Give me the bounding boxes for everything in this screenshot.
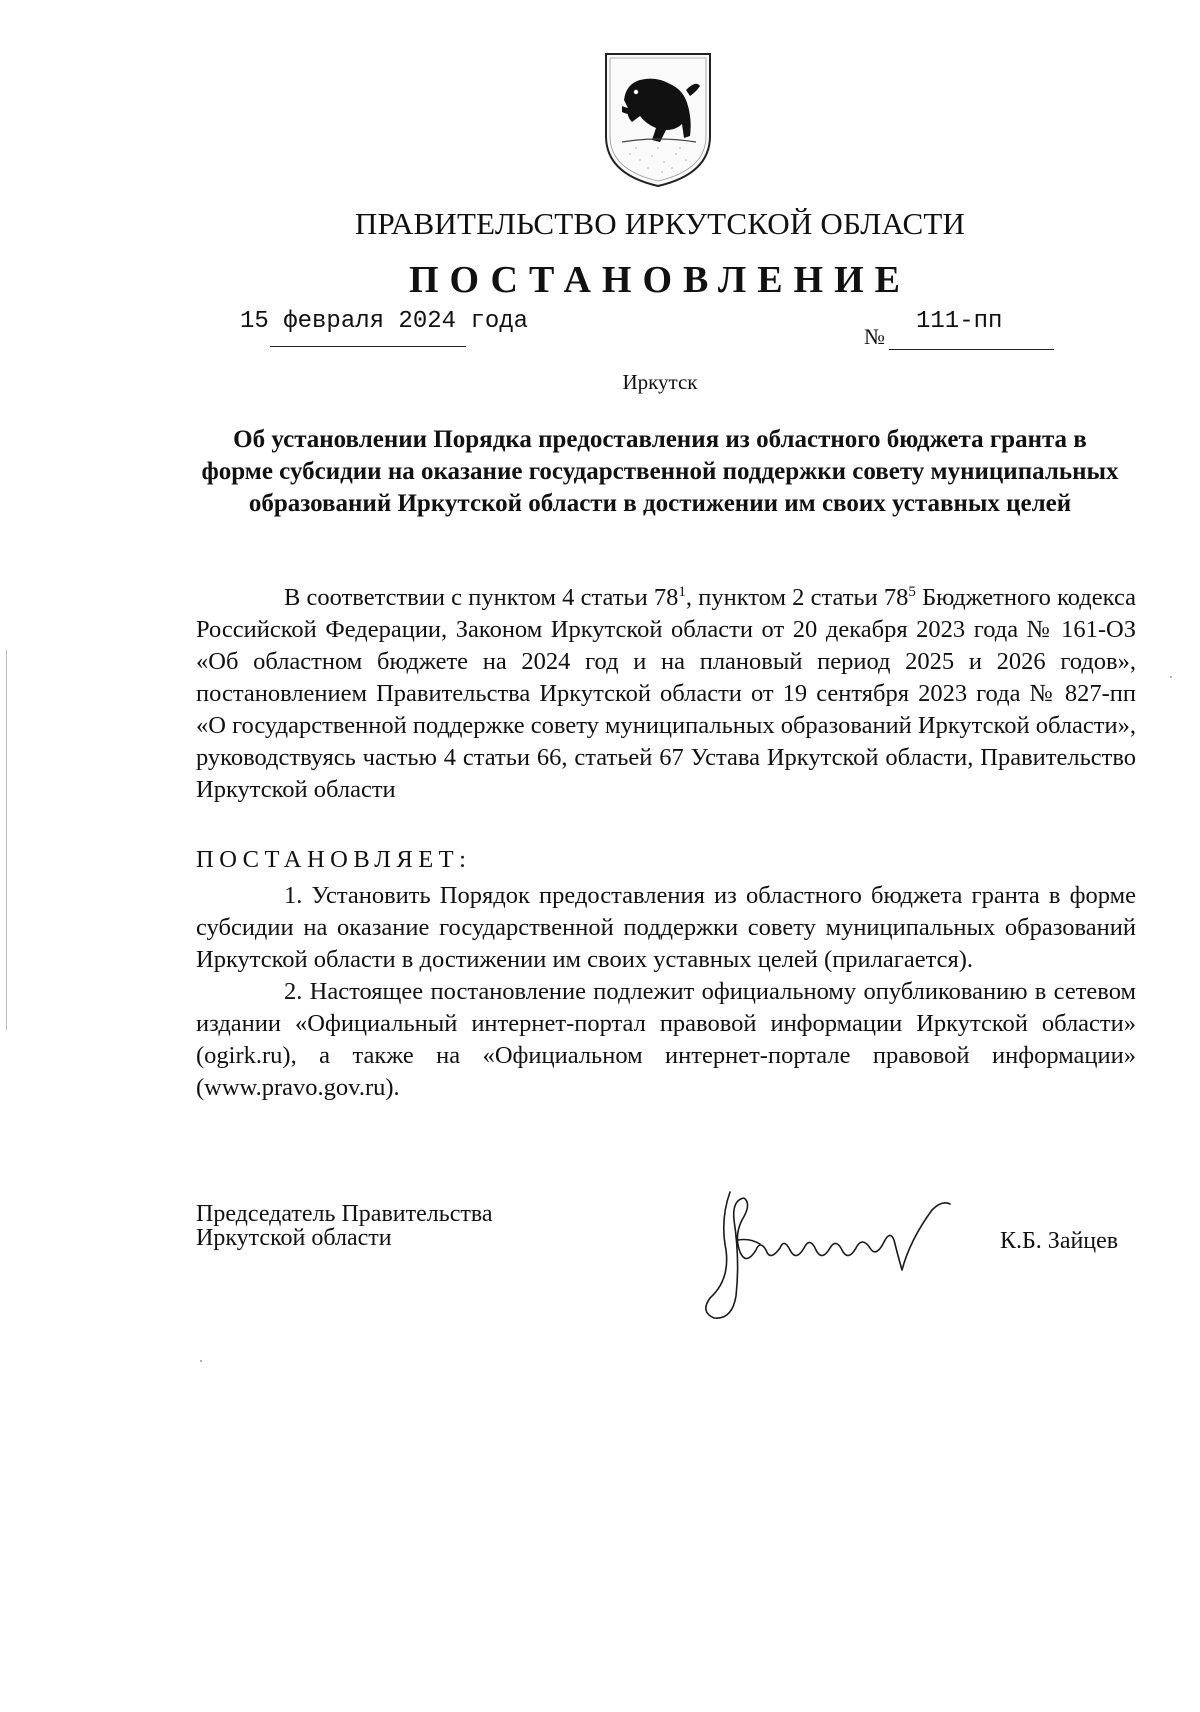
handwritten-signature: [680, 1180, 960, 1330]
scan-edge-line: [6, 650, 7, 1030]
document-date: 15 февраля 2024 года: [240, 308, 529, 335]
decree-item-2: 2. Настоящее постановление подлежит официальному опубликованию в сетевом издании «Официальный интернет-портал правовой информации Иркутской области» (ogirk.ru), а также на «Официальном интернет-портале правовой информации» (www.pravo.gov.ru).: [196, 978, 1136, 1101]
preamble-text-2: , пунктом 2 статьи 78: [685, 584, 909, 611]
preamble-text-1: В соответствии с пунктом 4 статьи 78: [284, 584, 679, 611]
document-number: 111-пп: [916, 308, 1003, 335]
signer-name: К.Б. Зайцев: [1000, 1228, 1119, 1254]
decree-items: [196, 880, 1136, 1104]
signer-position: [196, 1202, 493, 1250]
preamble-text-3: Бюджетного кодекса Российской Федерации, Законом Иркутской области от 20 декабря 2023 года № 161-ОЗ «Об областном бюджете на 2024 год и на плановый период 2025 и 2026 годов», постановлением Правительства Иркутской области от 19 сентября 2023 года № 827-пп «О государственной поддержке совету муниципальных образований Иркутской области», руководствуясь частью 4 статьи 66, статьей 67 Устава Иркутской области, Правительство Иркутской области: [196, 584, 1136, 803]
scan-speck: [200, 1360, 202, 1362]
document-type-heading: ПОСТАНОВЛЕНИЕ: [408, 259, 912, 301]
decree-word: ПОСТАНОВЛЯЕТ:: [196, 846, 472, 873]
scan-speck: [1170, 676, 1172, 678]
superscript-5: 5: [908, 584, 916, 600]
signer-position-line-2: Иркутской области: [196, 1225, 392, 1251]
number-underline: [889, 349, 1054, 350]
document-title: Об установлении Порядка предоставления из областного бюджета гранта в форме субсидии на оказание государственной поддержки совету муниципальных образований Иркутской области в достижении им своих уставных целей: [201, 426, 1119, 517]
date-underline: [270, 346, 466, 347]
signer-position-line-1: Председатель Правительства: [196, 1201, 493, 1227]
preamble-paragraph: [196, 582, 1136, 806]
superscript-1: 1: [678, 584, 686, 600]
coat-of-arms-emblem: [600, 50, 716, 190]
number-sign: №: [864, 324, 885, 349]
city-name: Иркутск: [622, 370, 698, 394]
government-name: ПРАВИТЕЛЬСТВО ИРКУТСКОЙ ОБЛАСТИ: [354, 206, 966, 241]
decree-item-1: 1. Установить Порядок предоставления из областного бюджета гранта в форме субсидии на оказание государственной поддержки совету муниципальных образований Иркутской области в достижении им своих уставных целей (прилагается).: [196, 882, 1136, 973]
preamble: [196, 582, 1136, 806]
